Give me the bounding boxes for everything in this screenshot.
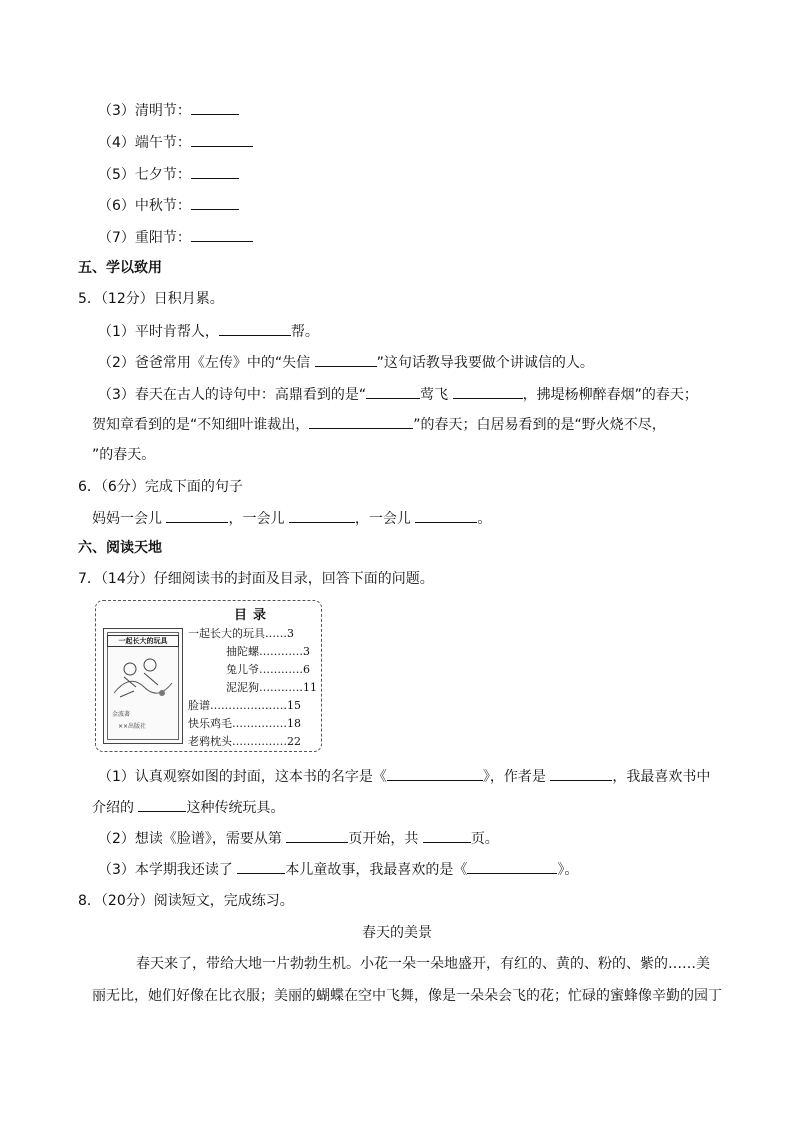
- q7-item-2: [98, 828, 499, 849]
- text: 页开始，共: [348, 831, 423, 847]
- passage-title: 春天的美景: [362, 925, 432, 941]
- text: （1）认真观察如图的封面，这本书的名字是《: [98, 769, 387, 785]
- answer-blank[interactable]: [237, 859, 285, 874]
- q5-item-2: [98, 352, 594, 373]
- text: 本儿童故事，我最喜欢的是《: [285, 862, 468, 878]
- text: （1）平时肯帮人，: [98, 324, 219, 340]
- text: ”的春天；白居易看到的是“野火烧不尽，: [413, 417, 666, 433]
- text: ，我最喜欢书中: [612, 769, 711, 785]
- answer-blank[interactable]: [286, 828, 348, 843]
- text: ”的春天。: [92, 447, 156, 463]
- festival-label: （7）重阳节：: [98, 230, 191, 246]
- text: 。: [477, 511, 492, 527]
- festival-line-zhongqiu: [98, 195, 239, 216]
- answer-blank[interactable]: [366, 384, 420, 399]
- text: 页。: [470, 831, 499, 847]
- q5-item-3-end: [92, 445, 155, 465]
- answer-blank[interactable]: [387, 766, 483, 781]
- text: 帮。: [290, 324, 319, 340]
- toc-entry: 脸谱…………………15: [188, 699, 301, 712]
- festival-label: （3）清明节：: [98, 103, 191, 119]
- section-heading: 五、学以致用: [78, 260, 162, 276]
- answer-blank[interactable]: [453, 384, 523, 399]
- answer-blank[interactable]: [191, 195, 239, 210]
- cover-author: 金波著: [112, 711, 131, 718]
- festival-label: （5）七夕节：: [98, 167, 191, 183]
- answer-blank[interactable]: [550, 766, 612, 781]
- answer-blank[interactable]: [423, 828, 471, 843]
- answer-blank[interactable]: [191, 100, 239, 115]
- text: （2）爸爸常用《左传》中的“失信: [98, 355, 315, 371]
- answer-blank[interactable]: [315, 352, 377, 367]
- q7-item-3: [98, 859, 578, 880]
- toc-entry: 快乐鸡毛……………18: [188, 717, 301, 730]
- answer-blank[interactable]: [467, 859, 557, 874]
- text: 介绍的: [92, 800, 139, 816]
- text: 莺飞: [420, 387, 453, 403]
- cover-publisher: ××出版社: [118, 723, 147, 730]
- question-stem: 6．（6分）完成下面的句子: [78, 479, 243, 495]
- book-figure: [95, 600, 322, 752]
- answer-blank[interactable]: [219, 321, 291, 336]
- toc-entry: 一起长大的玩具……3: [188, 627, 294, 640]
- festival-label: （6）中秋节：: [98, 198, 191, 214]
- answer-blank[interactable]: [289, 508, 355, 523]
- answer-blank[interactable]: [138, 797, 186, 812]
- text: 这种传统玩具。: [186, 800, 285, 816]
- question-stem: 8．（20分）阅读短文，完成练习。: [78, 893, 294, 909]
- text: ，一会儿: [354, 511, 416, 527]
- answer-blank[interactable]: [309, 414, 413, 429]
- answer-blank[interactable]: [415, 508, 477, 523]
- text: （3）春天在古人的诗句中：高鼎看到的是“: [98, 387, 367, 403]
- q6-sentence: [92, 508, 491, 529]
- toc-title: 目录: [234, 608, 273, 623]
- text: 妈妈一会儿: [92, 511, 167, 527]
- cover-title: 一起长大的玩具: [107, 635, 179, 647]
- q5-item-3: [98, 384, 698, 405]
- festival-line-qixi: [98, 164, 239, 185]
- text: ，拂堤杨柳醉春烟”的春天；: [522, 387, 698, 403]
- q7-item-1: [98, 766, 710, 787]
- cover-illustration: [110, 653, 176, 705]
- answer-blank[interactable]: [191, 164, 239, 179]
- text: 》。: [557, 862, 579, 878]
- section-heading: 六、阅读天地: [78, 540, 162, 556]
- passage-line: 春天来了，带给大地一片勃勃生机。小花一朵一朵地盛开，有红的、黄的、粉的、紫的……美: [136, 956, 710, 972]
- text: 》，作者是: [482, 769, 551, 785]
- text: （3）本学期我还读了: [98, 862, 238, 878]
- question-stem: 5．（12分）日积月累。: [78, 291, 224, 307]
- toc-entry: 泥泥狗…………11: [226, 681, 317, 694]
- text: 贺知章看到的是“不知细叶谁裁出，: [92, 417, 310, 433]
- q5-item-3-cont: [92, 414, 666, 435]
- text: ”这句话教导我要做个讲诚信的人。: [376, 355, 594, 371]
- q7-item-1-cont: [92, 797, 284, 818]
- toc-entry: 抽陀螺…………3: [226, 645, 310, 658]
- festival-line-qingming: [98, 100, 239, 121]
- answer-blank[interactable]: [166, 508, 228, 523]
- festival-label: （4）端午节：: [98, 135, 191, 151]
- passage-line: 丽无比，她们好像在比衣服；美丽的蝴蝶在空中飞舞，像是一朵朵会飞的花；忙碌的蜜蜂像辛勤的园丁: [92, 988, 722, 1004]
- toc-entry: 老鸦枕头……………22: [188, 735, 301, 748]
- text: ，一会儿: [228, 511, 289, 527]
- text: （2）想读《脸谱》，需要从第: [98, 831, 287, 847]
- book-cover: [103, 628, 183, 744]
- question-stem: 7．（14分）仔细阅读书的封面及目录，回答下面的问题。: [78, 571, 434, 587]
- toc-entry: 兔儿爷…………6: [226, 663, 310, 676]
- festival-line-chongyang: [98, 227, 253, 248]
- q5-item-1: [98, 321, 319, 342]
- answer-blank[interactable]: [191, 227, 253, 242]
- festival-line-duanwu: [98, 132, 253, 153]
- answer-blank[interactable]: [191, 132, 253, 147]
